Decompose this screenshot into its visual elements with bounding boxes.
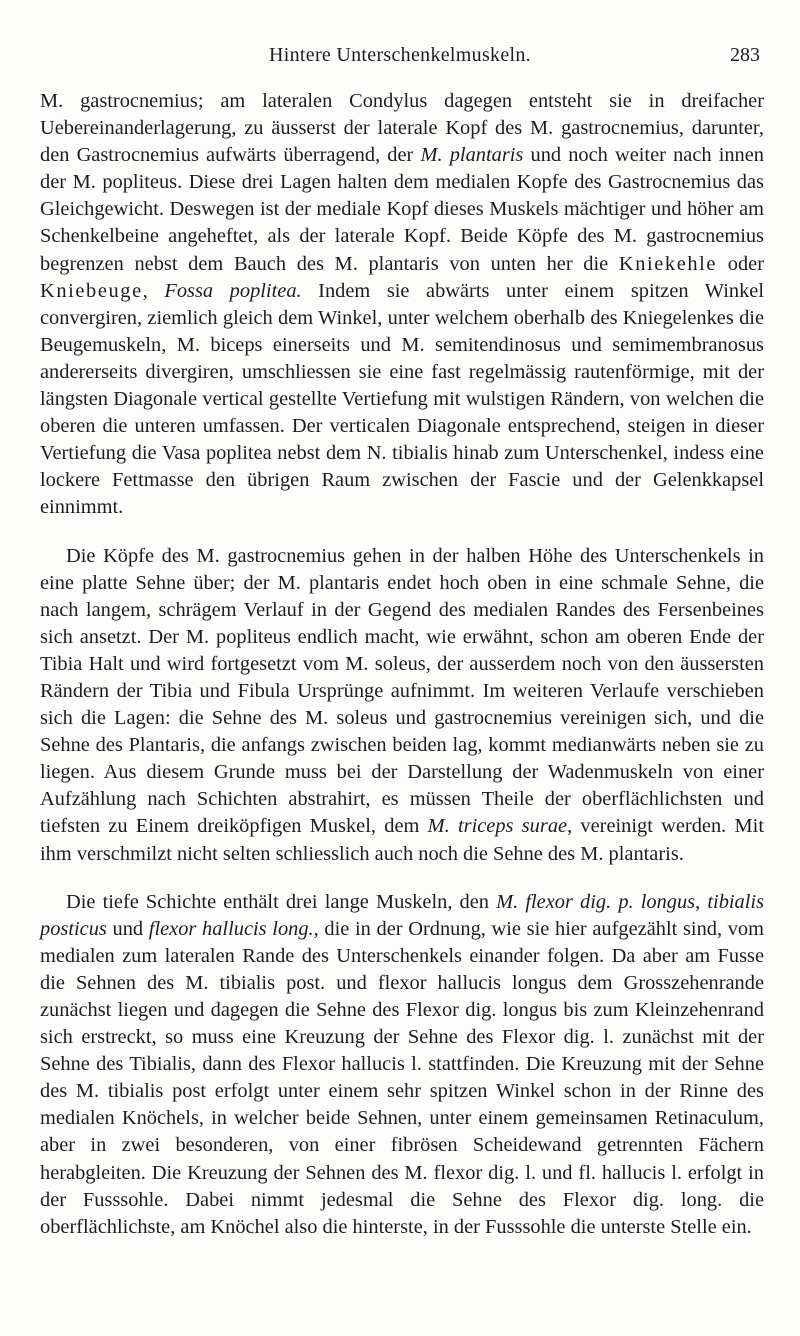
text-run: und noch weiter nach innen der M. popliteus. Diese drei Lagen halten dem medialen Kopfe des Gastrocnemius das Gleichgewicht. Deswegen ist der mediale Kopf dieses Muskels mächtiger und höher am Schenkelbeine angeheftet, als der laterale Kopf. Beide Köpfe des M. gastrocnemius begrenzen nebst dem Bauch des M. plantaris von unten her die bbox=[40, 144, 765, 275]
italic-term: M. plantaris bbox=[420, 144, 524, 167]
italic-term: Fossa poplitea. bbox=[164, 279, 302, 302]
italic-term: flexor hallucis long. bbox=[148, 917, 314, 940]
italic-term: M. triceps surae bbox=[427, 815, 568, 838]
paragraph bbox=[40, 889, 764, 1241]
text-run: , vereinigt werden. Mit ihm verschmilzt nicht selten schliesslich auch noch die Sehne des M. plantaris. bbox=[40, 815, 764, 865]
text-run: Die Köpfe des M. gastrocnemius gehen in der halben Höhe des Unterschenkels in eine platte Sehne über; der M. plantaris endet hoch oben in eine schmale Sehne, die nach langem, schrägem Verlauf in der Gegend des medialen Randes des Fersenbeines sich ansetzt. Der M. popliteus endlich macht, wie erwähnt, schon am oberen Ende der Tibia Halt und wird fortgesetzt vom M. soleus, der ausserdem noch von den äussersten Rändern der Tibia und Fibula Ursprünge aufnimmt. Im weiteren Verlaufe verschieben sich die Lagen: die Sehne des M. soleus und gastrocnemius vereinigen sich, und die Sehne des Plantaris, die anfangs zwischen beiden lag, kommt medianwärts neben sie zu liegen. Aus diesem Grunde muss bei der Darstellung der Wadenmuskeln von einer Aufzählung nach Schichten abstrahirt, es müssen Theile der oberflächlichsten und tiefsten zu Einem dreiköpfigen Muskel, dem bbox=[40, 544, 764, 838]
text-run: und bbox=[106, 917, 149, 940]
text-run: M. gastrocnemius; am lateralen Condylus dagegen entsteht sie in dreifacher Uebereinanderlagerung, zu äusserst der laterale Kopf des M. gastrocnemius, darunter, den Gastrocnemius aufwärts überragend, der bbox=[40, 90, 764, 167]
paragraph bbox=[40, 543, 764, 868]
spaced-term: Kniebeuge bbox=[40, 279, 143, 302]
italic-term: tibialis posticus bbox=[40, 890, 765, 940]
text-run: Indem sie abwärts unter einem spitzen Winkel convergiren, ziemlich gleich dem Winkel, unter welchem oberhalb des Kniegelenkes die Beugemuskeln, M. biceps einerseits und M. semitendinosus und semimembranosus andererseits divergiren, umschliessen sie eine fast regelmässig rautenförmige, mit der längsten Diagonale vertical gestellte Vertiefung mit wulstigen Rändern, von welchen die oberen die unteren umfassen. Der verticalen Diagonale entsprechend, steigen in dieser Vertiefung die Vasa poplitea nebst dem N. tibialis hinab zum Unterschenkel, indess eine lockere Fettmasse den übrigen Raum zwischen der Fascie und der Gelenkkapsel einnimmt. bbox=[40, 279, 764, 519]
spaced-term: Kniekehle bbox=[618, 252, 718, 275]
running-header bbox=[40, 44, 760, 74]
body-text bbox=[40, 88, 764, 1241]
running-title: Hintere Unterschenkelmuskeln. bbox=[269, 44, 531, 66]
text-run: Die tiefe Schichte enthält drei lange Muskeln, den bbox=[66, 890, 497, 913]
page-number: 283 bbox=[730, 44, 760, 66]
paragraph bbox=[40, 88, 764, 522]
text-run: , die in der Ordnung, wie sie hier aufgezählt sind, vom medialen zum lateralen Rande des Unterschenkels einander folgen. Da aber am Fusse die Sehnen des M. tibialis post. und flexor hallucis longus dem Grosszehenrande zunächst liegen und dagegen die Sehne des Flexor dig. longus bis zum Kleinzehenrand sich erstreckt, so muss eine Kreuzung der Sehne des Flexor dig. l. zunächst mit der Sehne des Tibialis, dann des Flexor hallucis l. stattfinden. Die Kreuzung mit der Sehne des M. tibialis post erfolgt unter einem sehr spitzen Winkel schon in der Rinne des medialen Knöchels, in welcher beide Sehnen, unter einem gemeinsamen Retinaculum, aber in zwei besonderen, von einer fibrösen Scheidewand getrennten Fächern herabgleiten. Die Kreuzung der Sehnen des M. flexor dig. l. und fl. hallucis l. erfolgt in der Fusssohle. Dabei nimmt jedesmal die Sehne des Flexor dig. long. die oberflächlichste, am Knöchel also die hinterste, in der Fusssohle die unterste Stelle ein. bbox=[40, 917, 764, 1238]
text-run: oder bbox=[717, 252, 764, 275]
text-run: , bbox=[695, 890, 708, 913]
text-run: , bbox=[142, 279, 165, 302]
italic-term: M. flexor dig. p. longus bbox=[496, 890, 696, 913]
